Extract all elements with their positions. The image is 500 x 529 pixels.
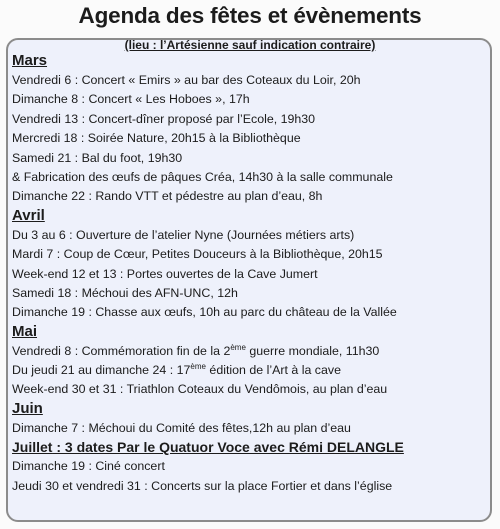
event-item: Samedi 21 : Bal du foot, 19h30: [12, 150, 183, 165]
event-item: Vendredi 13 : Concert-dîner proposé par l’Ecole, 19h30: [12, 111, 316, 126]
event-text: édition de l’Art à la cave: [205, 363, 341, 378]
page-subtitle-text: (lieu : l’Artésienne sauf indication contraire): [124, 38, 376, 52]
event-item: Week-end 12 et 13 : Portes ouvertes de la Cave Jumert: [12, 266, 318, 281]
event-item: Vendredi 6 : Concert « Emirs » au bar des Coteaux du Loir, 20h: [12, 73, 361, 87]
event-item: Jeudi 30 et vendredi 31 : Concerts sur la place Fortier et dans l’église: [12, 478, 393, 493]
month-heading-mai: Mai: [12, 322, 38, 340]
month-heading-note: : 3 dates Par le Quatuor Voce avec Rémi DELANGLE: [52, 439, 404, 456]
ordinal-superscript: ème: [230, 342, 246, 352]
event-item: Dimanche 19 : Ciné concert: [12, 459, 165, 474]
event-item: Du 3 au 6 : Ouverture de l’atelier Nyne (Journées métiers arts): [12, 227, 355, 242]
event-item: Dimanche 7 : Méchoui du Comité des fêtes,12h au plan d’eau: [12, 420, 351, 435]
ordinal-superscript: ème: [190, 361, 206, 371]
event-text: guerre mondiale, 11h30: [245, 343, 380, 358]
month-heading-label: Juillet: [12, 439, 53, 456]
event-item: Samedi 18 : Méchoui des AFN-UNC, 12h: [12, 285, 238, 300]
event-item: Mercredi 18 : Soirée Nature, 20h15 à la Bibliothèque: [12, 131, 301, 146]
month-heading-juillet: [12, 438, 494, 456]
month-heading-avril: Avril: [12, 206, 45, 224]
event-item: Mardi 7 : Coup de Cœur, Petites Douceurs à la Bibliothèque, 20h15: [12, 247, 383, 262]
event-item: [12, 342, 494, 361]
event-item: Dimanche 8 : Concert « Les Hoboes », 17h: [12, 92, 250, 107]
page-title: Agenda des fêtes et évènements: [78, 3, 422, 28]
month-heading-juin: Juin: [12, 399, 43, 417]
event-text: Du jeudi 21 au dimanche 24 : 17: [12, 363, 191, 378]
event-text: Vendredi 8 : Commémoration fin de la 2: [12, 343, 231, 358]
agenda-content: [12, 52, 494, 496]
event-item: Week-end 30 et 31 : Triathlon Coteaux du Vendômois, au plan d’eau: [12, 382, 388, 397]
page-subtitle: [0, 38, 500, 52]
event-item: Dimanche 22 : Rando VTT et pédestre au plan d’eau, 8h: [12, 189, 323, 204]
event-item: & Fabrication des œufs de pâques Créa, 14h30 à la salle communale: [12, 169, 393, 184]
event-item: Dimanche 19 : Chasse aux œufs, 10h au parc du château de la Vallée: [12, 305, 397, 320]
month-heading-mars: Mars: [12, 52, 48, 69]
event-item: [12, 361, 494, 380]
